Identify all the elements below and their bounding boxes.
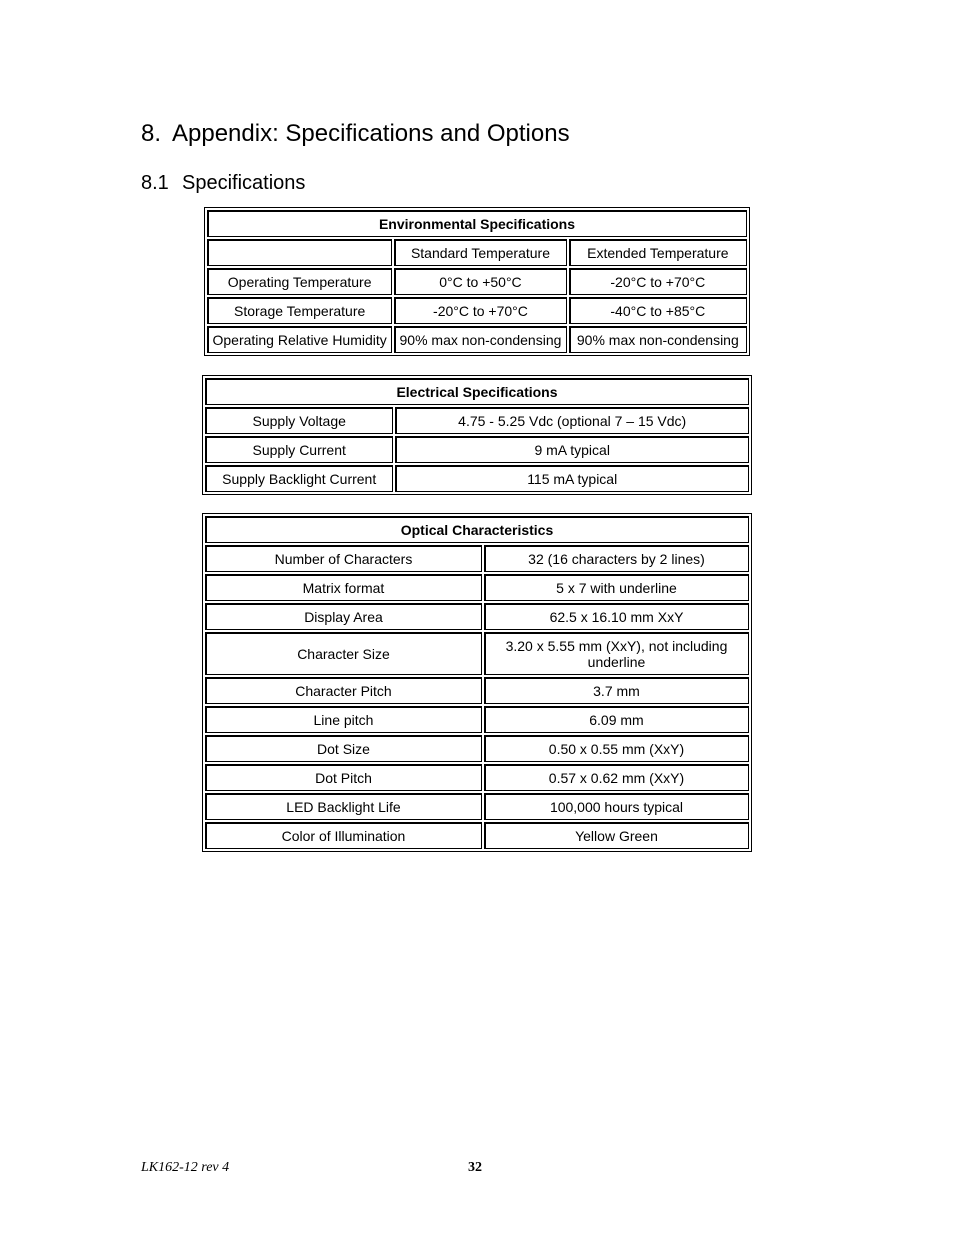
table-cell: 3.20 x 5.55 mm (XxY), not including underline [484,632,749,675]
table-cell: -20°C to +70°C [569,268,747,295]
row-label: Supply Backlight Current [205,465,393,492]
table-row [205,465,749,492]
table-cell: 5 x 7 with underline [484,574,749,601]
table-row [205,574,749,601]
table-cell: 90% max non-condensing [569,326,747,353]
table-row [205,545,749,572]
row-label: Display Area [205,603,482,630]
row-label: Dot Size [205,735,482,762]
table-cell: 0.50 x 0.55 mm (XxY) [484,735,749,762]
table-cell: 90% max non-condensing [394,326,566,353]
subsection-number: 8.1 [141,172,169,194]
column-header: Extended Temperature [569,239,747,266]
row-label: Dot Pitch [205,764,482,791]
table-caption-row [207,210,747,237]
section-title: Appendix: Specifications and Options [172,120,570,147]
table-cell: 4.75 - 5.25 Vdc (optional 7 – 15 Vdc) [395,407,749,434]
environmental-specifications-table [204,207,750,356]
row-label: Supply Voltage [205,407,393,434]
table-row [205,706,749,733]
table-row [205,632,749,675]
table-row [205,436,749,463]
table-header-row [207,239,747,266]
table-caption: Environmental Specifications [207,210,747,237]
electrical-specifications-table [202,375,752,495]
table-cell: -40°C to +85°C [569,297,747,324]
table-cell: 100,000 hours typical [484,793,749,820]
row-label: Operating Temperature [207,268,392,295]
table-cell: 6.09 mm [484,706,749,733]
table-caption-row [205,516,749,543]
table-cell: Yellow Green [484,822,749,849]
table-cell: 0°C to +50°C [394,268,566,295]
table-cell: -20°C to +70°C [394,297,566,324]
optical-characteristics-table [202,513,752,852]
row-label: LED Backlight Life [205,793,482,820]
table-row [205,793,749,820]
table-cell: 115 mA typical [395,465,749,492]
subsection-title: Specifications [182,172,306,194]
table-cell: 0.57 x 0.62 mm (XxY) [484,764,749,791]
row-label: Line pitch [205,706,482,733]
table-caption: Optical Characteristics [205,516,749,543]
row-label: Character Size [205,632,482,675]
table-row [205,603,749,630]
table-row [207,297,747,324]
section-heading [141,120,570,148]
table-cell: 32 (16 characters by 2 lines) [484,545,749,572]
table-row [205,407,749,434]
table-row [205,735,749,762]
row-label: Operating Relative Humidity [207,326,392,353]
row-label: Matrix format [205,574,482,601]
row-label: Supply Current [205,436,393,463]
table-caption-row [205,378,749,405]
row-label: Number of Characters [205,545,482,572]
column-header [207,239,392,266]
table-row [205,677,749,704]
table-row [205,764,749,791]
column-header: Standard Temperature [394,239,566,266]
table-cell: 3.7 mm [484,677,749,704]
subsection-heading [141,172,305,195]
table-cell: 9 mA typical [395,436,749,463]
table-row [207,268,747,295]
table-caption: Electrical Specifications [205,378,749,405]
table-row [207,326,747,353]
row-label: Storage Temperature [207,297,392,324]
table-row [205,822,749,849]
footer-page-number: 32 [468,1160,482,1175]
footer-document-id: LK162-12 rev 4 [141,1160,230,1175]
section-number: 8. [141,120,162,147]
row-label: Color of Illumination [205,822,482,849]
row-label: Character Pitch [205,677,482,704]
table-cell: 62.5 x 16.10 mm XxY [484,603,749,630]
